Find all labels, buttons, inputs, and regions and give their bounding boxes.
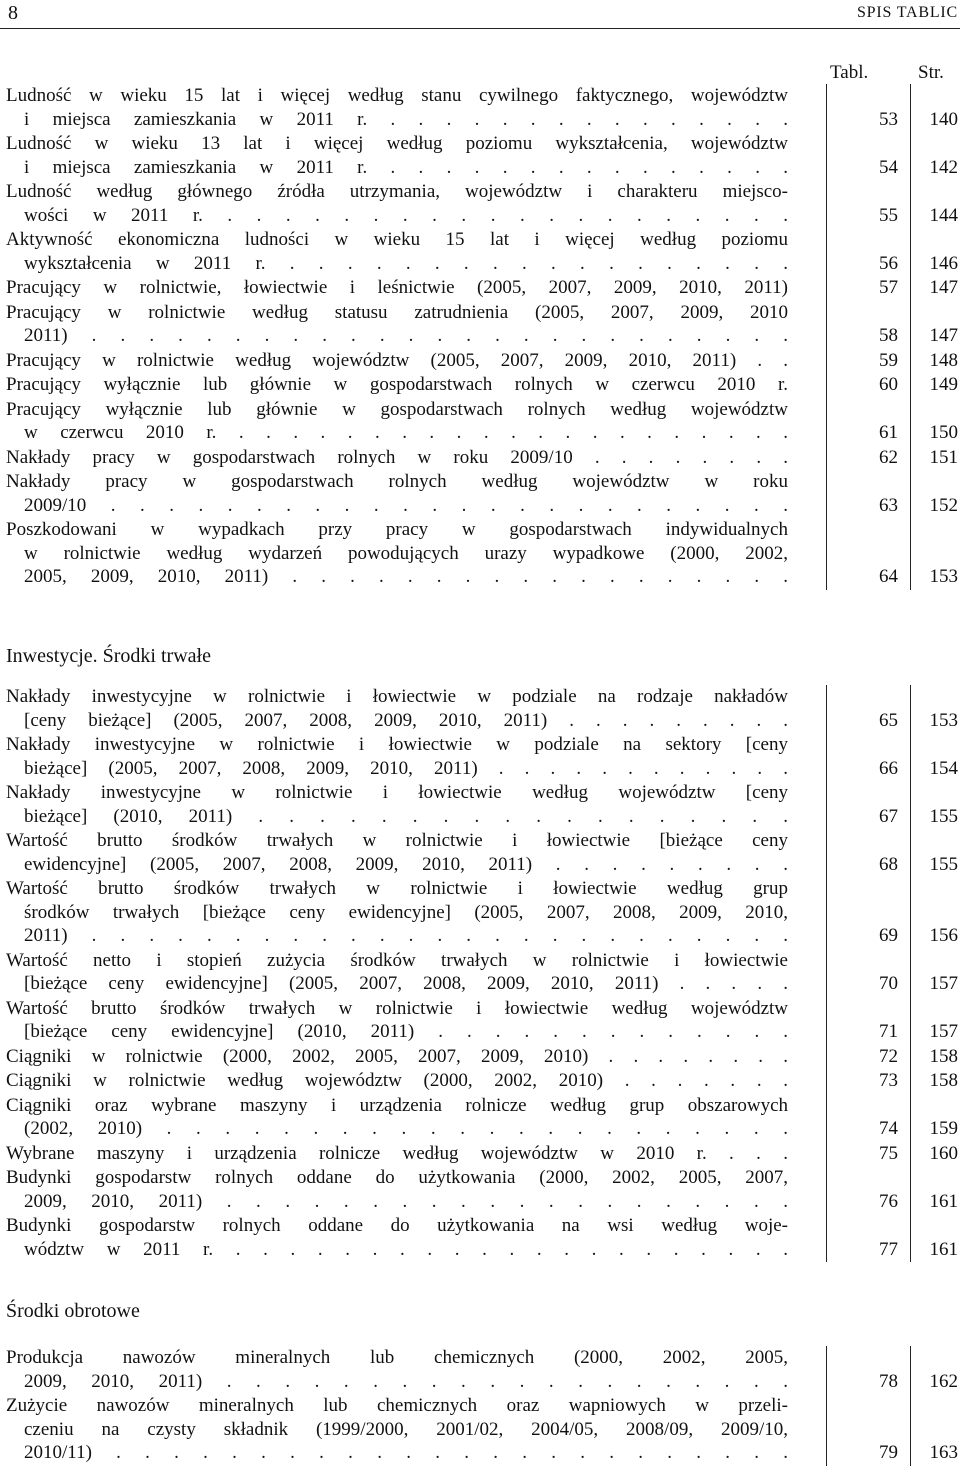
table-number: 56	[879, 252, 898, 274]
toc-entry[interactable]	[0, 276, 960, 300]
table-number: 75	[879, 1142, 898, 1164]
toc-entry-list	[0, 1346, 960, 1466]
table-number: 69	[879, 925, 898, 946]
section-title: Środki obrotowe	[6, 1300, 140, 1322]
toc-entry-line: Ludność w wieku 15 lat i więcej według stanu cywilnego faktycznego, województw	[6, 85, 788, 106]
toc-entry-line: Ciągniki w rolnictwie według województw (2000, 2002, 2010) . . . . . . .	[6, 1070, 788, 1091]
toc-entry-line: Aktywność ekonomiczna ludności w wieku 15 lat i więcej według poziomu	[6, 229, 788, 250]
toc-entry-line: 2011) . . . . . . . . . . . . . . . . . . . . . . . . .	[24, 325, 788, 346]
toc-entry-line: i miejsca zamieszkania w 2011 r. . . . . . . . . . . . . . . .	[24, 108, 788, 130]
page-ref: 151	[929, 446, 958, 468]
toc-entry-line: Ludność według głównego źródła utrzymania, województw i charakteru miejsco-	[6, 181, 788, 202]
page-number: 8	[8, 2, 18, 24]
page-ref: 156	[929, 925, 958, 946]
toc-entry-line: 2005, 2009, 2010, 2011) . . . . . . . . . . . . . . . . . .	[24, 566, 788, 587]
toc-entry-line: [ceny bieżące] (2005, 2007, 2008, 2009, 2010, 2011) . . . . . . . . .	[24, 709, 788, 731]
page-ref: 159	[929, 1118, 958, 1139]
toc-entry-line: Budynki gospodarstw rolnych oddane do użytkowania na wsi według woje-	[6, 1215, 788, 1236]
column-header-str: Str.	[918, 62, 944, 83]
page-ref: 161	[929, 1190, 958, 1212]
toc-entry[interactable]	[0, 781, 960, 828]
toc-entry-line: Wartość brutto środków trwałych w rolnictwie i łowiectwie [bieżące ceny	[6, 830, 788, 851]
toc-entry[interactable]	[0, 180, 960, 227]
toc-entry[interactable]	[0, 1346, 960, 1393]
toc-entry[interactable]	[0, 373, 960, 397]
toc-entry[interactable]	[0, 1214, 960, 1261]
table-number: 62	[879, 446, 898, 468]
toc-entry[interactable]	[0, 84, 960, 131]
toc-entry-list	[0, 685, 960, 1262]
toc-entry-line: Budynki gospodarstw rolnych oddane do użytkowania (2000, 2002, 2005, 2007,	[6, 1167, 788, 1188]
table-number: 74	[879, 1118, 898, 1139]
page-ref: 154	[929, 757, 958, 779]
table-number: 72	[879, 1045, 898, 1067]
toc-entry[interactable]	[0, 1094, 960, 1141]
toc-entry-line: Nakłady inwestycyjne w rolnictwie i łowiectwie według województw [ceny	[6, 782, 788, 803]
table-number: 67	[879, 805, 898, 827]
toc-entry-line: Ciągniki w rolnictwie (2000, 2002, 2005, 2007, 2009, 2010) . . . . . . . .	[6, 1045, 788, 1067]
table-number: 61	[879, 422, 898, 443]
toc-entry[interactable]	[0, 470, 960, 517]
toc-entry-line: Ciągniki oraz wybrane maszyny i urządzenia rolnicze według grup obszarowych	[6, 1094, 788, 1116]
toc-entry-line: czeniu na czysty składnik (1999/2000, 2001/02, 2004/05, 2008/09, 2009/10,	[24, 1418, 788, 1440]
column-header-tabl: Tabl.	[830, 62, 869, 83]
table-number: 77	[879, 1238, 898, 1260]
toc-entry[interactable]	[0, 997, 960, 1044]
running-head: SPIS TABLIC	[856, 4, 958, 21]
toc-entry-line: w rolnictwie według wydarzeń powodujących urazy wypadkowe (2000, 2002,	[24, 542, 788, 564]
toc-entry[interactable]	[0, 446, 960, 470]
toc-entry-line: 2009/10 . . . . . . . . . . . . . . . . . . . . . . . .	[24, 494, 788, 516]
table-number: 58	[879, 325, 898, 346]
page-ref: 157	[929, 1021, 958, 1042]
page-ref: 161	[929, 1238, 958, 1260]
toc-entry-line: [bieżące ceny ewidencyjne] (2010, 2011) . . . . . . . . . . . . .	[24, 1021, 788, 1042]
toc-entry-line: Ludność w wieku 13 lat i więcej według poziomu wykształcenia, województw	[6, 133, 788, 154]
toc-entry[interactable]	[0, 228, 960, 275]
toc-entry-line: ewidencyjne] (2005, 2007, 2008, 2009, 2010, 2011) . . . . . . . . .	[24, 853, 788, 875]
section-title: Inwestycje. Środki trwałe	[6, 645, 211, 667]
table-number: 64	[879, 566, 898, 587]
table-number: 73	[879, 1070, 898, 1091]
toc-entry-line: Pracujący w rolnictwie według statusu zatrudnienia (2005, 2007, 2009, 2010	[6, 301, 788, 323]
toc-entry-line: (2002, 2010) . . . . . . . . . . . . . . . . . . . . . .	[24, 1118, 788, 1139]
toc-entry-line: Wartość brutto środków trwałych w rolnictwie i łowiectwie według województw	[6, 997, 788, 1019]
toc-entry[interactable]	[0, 1394, 960, 1465]
page-ref: 157	[929, 973, 958, 994]
toc-entry-line: [bieżące ceny ewidencyjne] (2005, 2007, 2008, 2009, 2010, 2011) . . . . .	[24, 973, 788, 994]
table-number: 76	[879, 1190, 898, 1212]
page-ref: 155	[929, 853, 958, 875]
table-number: 70	[879, 973, 898, 994]
toc-entry[interactable]	[0, 949, 960, 996]
page-ref: 147	[929, 277, 958, 298]
toc-entry-line: Nakłady inwestycyjne w rolnictwie i łowiectwie w podziale na rodzaje nakładów	[6, 686, 788, 707]
toc-entry[interactable]	[0, 1166, 960, 1213]
toc-entry-line: bieżące] (2010, 2011) . . . . . . . . . . . . . . . . . .	[24, 805, 788, 827]
page-ref: 158	[929, 1045, 958, 1067]
toc-entry[interactable]	[0, 685, 960, 732]
toc-entry-line: w czerwcu 2010 r. . . . . . . . . . . . . . . . . . . . . .	[24, 422, 788, 443]
page-ref: 152	[929, 494, 958, 516]
table-number: 63	[879, 494, 898, 516]
toc-entry[interactable]	[0, 398, 960, 445]
toc-entry[interactable]	[0, 1045, 960, 1069]
toc-entry-line: wości w 2011 r. . . . . . . . . . . . . . . . . . . . .	[24, 204, 788, 226]
page-ref: 162	[929, 1370, 958, 1392]
page-ref: 149	[929, 374, 958, 395]
page-ref: 163	[929, 1442, 958, 1463]
page-ref: 147	[929, 325, 958, 346]
toc-entry[interactable]	[0, 518, 960, 589]
toc-entry-line: 2010/11) . . . . . . . . . . . . . . . . . . . . . . . .	[24, 1442, 788, 1463]
toc-entry-line: Nakłady pracy w gospodarstwach rolnych według województw w roku	[6, 471, 788, 492]
table-number: 53	[879, 108, 898, 130]
toc-entry-line: Wartość brutto środków trwałych w rolnictwie i łowiectwie według grup	[6, 878, 788, 899]
page-ref: 142	[929, 156, 958, 178]
toc-entry-line: bieżące] (2005, 2007, 2008, 2009, 2010, 2011) . . . . . . . . . . . .	[24, 757, 788, 779]
page-ref: 150	[929, 422, 958, 443]
toc-entry-line: wództw w 2011 r. . . . . . . . . . . . . . . . . . . . . .	[24, 1238, 788, 1260]
toc-entry-line: Produkcja nawozów mineralnych lub chemicznych (2000, 2002, 2005,	[6, 1347, 788, 1368]
column-headers	[0, 60, 960, 86]
page-ref: 146	[929, 252, 958, 274]
table-number: 57	[879, 277, 898, 298]
table-number: 54	[879, 156, 898, 178]
toc-entry-line: Pracujący w rolnictwie, łowiectwie i leśnictwie (2005, 2007, 2009, 2010, 2011)	[6, 277, 788, 298]
table-number: 71	[879, 1021, 898, 1042]
toc-entry[interactable]	[0, 733, 960, 780]
table-number: 66	[879, 757, 898, 779]
table-number: 65	[879, 709, 898, 731]
toc-entry[interactable]	[0, 877, 960, 948]
toc-entry-line: Nakłady pracy w gospodarstwach rolnych w roku 2009/10 . . . . . . . .	[6, 446, 788, 468]
header-rule	[0, 28, 960, 29]
toc-entry[interactable]	[0, 1069, 960, 1093]
page-ref: 148	[929, 349, 958, 371]
toc-entry-line: Pracujący wyłącznie lub głównie w gospodarstwach rolnych według województw	[6, 398, 788, 420]
page-ref: 144	[929, 204, 958, 226]
toc-entry-line: Pracujący wyłącznie lub głównie w gospodarstwach rolnych w czerwcu 2010 r.	[6, 374, 788, 395]
toc-entry[interactable]	[0, 829, 960, 876]
table-number: 59	[879, 349, 898, 371]
toc-entry-line: Wartość netto i stopień zużycia środków trwałych w rolnictwie i łowiectwie	[6, 949, 788, 971]
table-number: 60	[879, 374, 898, 395]
toc-entry[interactable]	[0, 301, 960, 348]
page-ref: 158	[929, 1070, 958, 1091]
toc-entry-line: Pracujący w rolnictwie według województw (2005, 2007, 2009, 2010, 2011) . .	[6, 349, 788, 371]
toc-entry-line: i miejsca zamieszkania w 2011 r. . . . . . . . . . . . . . . .	[24, 156, 788, 178]
toc-entry[interactable]	[0, 1142, 960, 1166]
toc-entry-line: środków trwałych [bieżące ceny ewidencyjne] (2005, 2007, 2008, 2009, 2010,	[24, 901, 788, 923]
toc-entry[interactable]	[0, 349, 960, 373]
table-number: 79	[879, 1442, 898, 1463]
toc-entry-line: 2009, 2010, 2011) . . . . . . . . . . . . . . . . . . . .	[24, 1190, 788, 1212]
table-number: 78	[879, 1370, 898, 1392]
toc-entry-line: Poszkodowani w wypadkach przy pracy w gospodarstwach indywidualnych	[6, 519, 788, 540]
toc-entry-line: 2009, 2010, 2011) . . . . . . . . . . . . . . . . . . . .	[24, 1370, 788, 1392]
toc-entry-line: 2011) . . . . . . . . . . . . . . . . . . . . . . . . .	[24, 925, 788, 946]
page-ref: 153	[929, 566, 958, 587]
page-ref: 160	[929, 1142, 958, 1164]
page-ref: 153	[929, 709, 958, 731]
toc-entry-line: Wybrane maszyny i urządzenia rolnicze według województw w 2010 r. . . .	[6, 1142, 788, 1164]
page-ref: 140	[929, 108, 958, 130]
toc-entry[interactable]	[0, 132, 960, 179]
toc-entry-line: wykształcenia w 2011 r. . . . . . . . . . . . . . . . . . .	[24, 252, 788, 274]
toc-entry-line: Zużycie nawozów mineralnych lub chemicznych oraz wapniowych w przeli-	[6, 1395, 788, 1416]
table-number: 68	[879, 853, 898, 875]
toc-entry-line: Nakłady inwestycyjne w rolnictwie i łowiectwie w podziale na sektory [ceny	[6, 734, 788, 755]
table-number: 55	[879, 204, 898, 226]
page-header	[0, 0, 960, 32]
page-ref: 155	[929, 805, 958, 827]
toc-entry-list	[0, 84, 960, 590]
